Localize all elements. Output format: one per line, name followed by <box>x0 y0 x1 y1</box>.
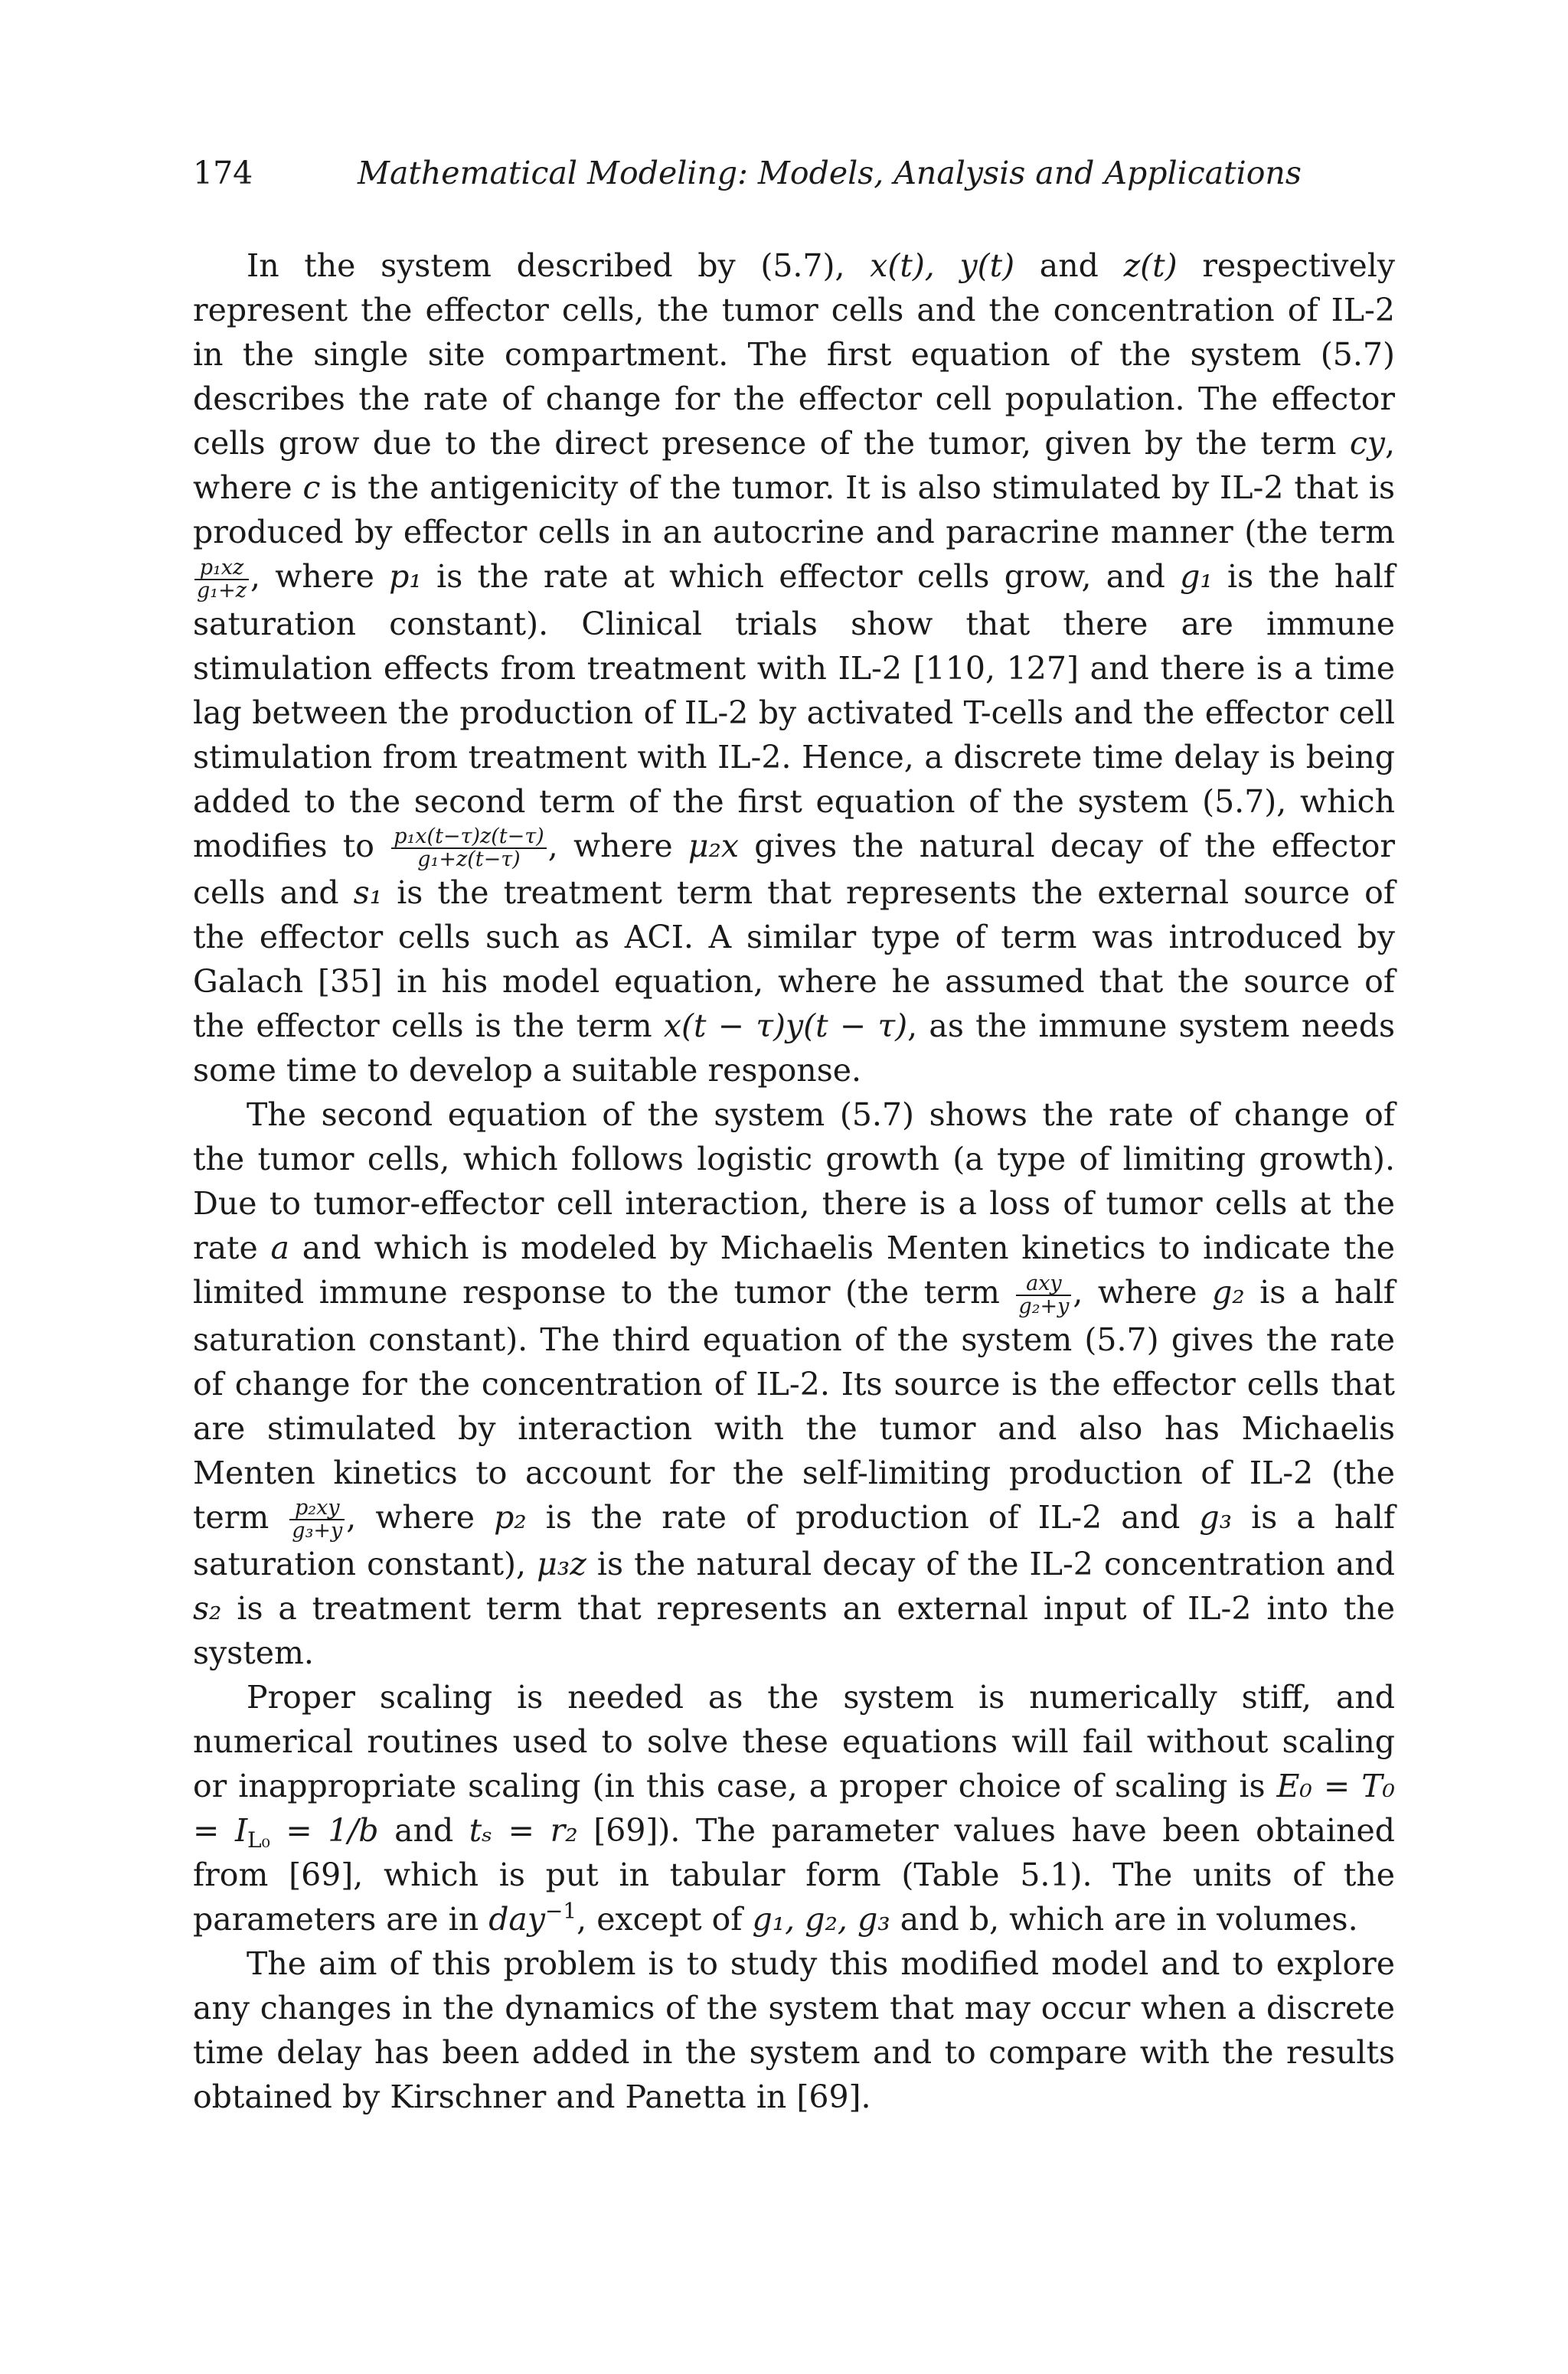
text-run: , where <box>1073 1274 1213 1311</box>
text-run: and <box>378 1812 469 1849</box>
inline-math: μ₃z <box>537 1546 586 1582</box>
inline-math: p₁ <box>389 558 422 595</box>
fraction-denominator: g₃+y <box>292 1519 343 1543</box>
text-run: is the antigenicity of the tumor. It is also stimulated by IL-2 that is produced by effector cells in an autocrine and paracrine manner (the term <box>193 469 1395 550</box>
text-run: , as the immune system needs some time to develop a suitable response. <box>193 1007 1395 1089</box>
superscript: −1 <box>545 1898 577 1924</box>
inline-math: z(t) <box>1123 247 1178 284</box>
text-run: The second equation of the system (5.7) shows the rate of change of the tumor cells, which follows logistic growth (a type of limiting growth). Due to tumor-effector cell interaction, there is a loss of tumor cells at the rate <box>193 1096 1395 1266</box>
fraction-numerator: p₁x(t−τ)z(t−τ) <box>391 826 547 849</box>
inline-math: a <box>270 1229 289 1266</box>
inline-math: = 1/b <box>270 1812 379 1849</box>
page-number: 174 <box>193 155 253 191</box>
paragraph-3 <box>193 1675 1395 1941</box>
inline-math: μ₂x <box>688 827 740 864</box>
inline-math: p₂ <box>494 1498 527 1536</box>
text-run: , where <box>250 558 390 595</box>
inline-math: E₀ = T₀ = I <box>193 1768 1395 1849</box>
inline-math: tₛ = r₂ <box>469 1812 578 1849</box>
text-run: is a half saturation constant). The third equation of the system (5.7) gives the rate of change for the concentration of IL-2. Its source is the effector cells that are stimulated by interaction with the tumor and also has Michaelis Menten kinetics to account for the self-limiting production of IL-2 (the term <box>193 1274 1395 1536</box>
body-text <box>193 243 1395 2119</box>
text-run: and b, which are in volumes. <box>890 1901 1358 1938</box>
inline-math: x(t), y(t) <box>870 247 1015 284</box>
paragraph-1 <box>193 243 1395 1092</box>
text-run: , except of <box>577 1901 753 1938</box>
fraction-numerator: axy <box>1016 1273 1071 1296</box>
inline-math: s₂ <box>193 1590 222 1627</box>
inline-math: g₁, g₂, g₃ <box>752 1901 890 1938</box>
inline-fraction <box>194 557 249 602</box>
subscript: L₀ <box>247 1827 270 1853</box>
fraction-denominator: g₁+z <box>197 578 247 602</box>
text-run: is the natural decay of the IL-2 concentration and <box>586 1546 1395 1582</box>
fraction-denominator: g₂+y <box>1018 1294 1070 1318</box>
text-run: is a treatment term that represents an external input of IL-2 into the system. <box>193 1590 1395 1671</box>
inline-fraction <box>391 826 547 870</box>
fraction-numerator: p₂xy <box>289 1497 345 1520</box>
text-run: and which is modeled by Michaelis Menten kinetics to indicate the limited immune response to the tumor (the term <box>193 1229 1395 1311</box>
fraction-numerator: p₁xz <box>194 557 249 580</box>
text-run: , where <box>547 827 688 864</box>
inline-math: c <box>302 469 321 506</box>
text-run: is the rate at which effector cells grow, and <box>421 558 1181 595</box>
text-run: [69]). The parameter values have been obtained from [69], which is put in tabular form (Table 5.1). The units of the parameters are in <box>193 1812 1395 1938</box>
inline-math: day <box>488 1901 546 1938</box>
inline-math: s₁ <box>353 874 383 911</box>
text-run: is the rate of production of IL-2 and <box>526 1498 1200 1536</box>
inline-math: cy <box>1349 425 1385 462</box>
running-header <box>193 150 1395 196</box>
running-title: Mathematical Modeling: Models, Analysis and Applications <box>358 155 1302 191</box>
inline-math: x(t − τ)y(t − τ) <box>663 1007 908 1044</box>
paragraph-4 <box>193 1941 1395 2119</box>
inline-math: g₃ <box>1199 1498 1233 1536</box>
text-run: and <box>1014 247 1124 284</box>
fraction-denominator: g₁+z(t−τ) <box>417 847 521 871</box>
text-run: is the treatment term that represents the external source of the effector cells such as ACI. A similar type of term was introduced by Galach [35] in his model equation, where he assumed that the source of the effector cells is the term <box>193 874 1395 1044</box>
inline-fraction <box>289 1497 345 1542</box>
text-run: , where <box>346 1498 495 1536</box>
text-run: The aim of this problem is to study this modified model and to explore any changes in the dynamics of the system that may occur when a discrete time delay has been added in the system and to compare with the results obtained by Kirschner and Panetta in [69]. <box>193 1945 1395 2115</box>
text-run: gives the natural decay of the effector cells and <box>193 827 1396 911</box>
text-run: is the half saturation constant). Clinical trials show that there are immune stimulation effects from treatment with IL-2 [110, 127] and there is a time lag between the production of IL-2 by activated T-cells and the effector cell stimulation from treatment with IL-2. Hence, a discrete time delay is being added to the second term of the first equation of the system (5.7), which modifies to <box>193 558 1395 864</box>
inline-math: g₁ <box>1180 558 1213 595</box>
book-page <box>193 150 1395 2119</box>
paragraph-2 <box>193 1092 1395 1675</box>
text-run: , where <box>193 425 1395 506</box>
text-run: respectively represent the effector cells, the tumor cells and the concentration of IL-2 in the single site compartment. The first equation of the system (5.7) describes the rate of change for the effector cell population. The effector cells grow due to the direct presence of the tumor, given by the term <box>193 247 1395 462</box>
text-run: Proper scaling is needed as the system is numerically stiff, and numerical routines used to solve these equations will fail without scaling or inappropriate scaling (in this case, a proper choice of scaling is <box>193 1679 1395 1804</box>
inline-fraction <box>1016 1273 1071 1318</box>
text-run: In the system described by (5.7), <box>247 247 871 284</box>
text-run: is a half saturation constant), <box>193 1498 1395 1582</box>
inline-math: g₂ <box>1212 1274 1245 1311</box>
